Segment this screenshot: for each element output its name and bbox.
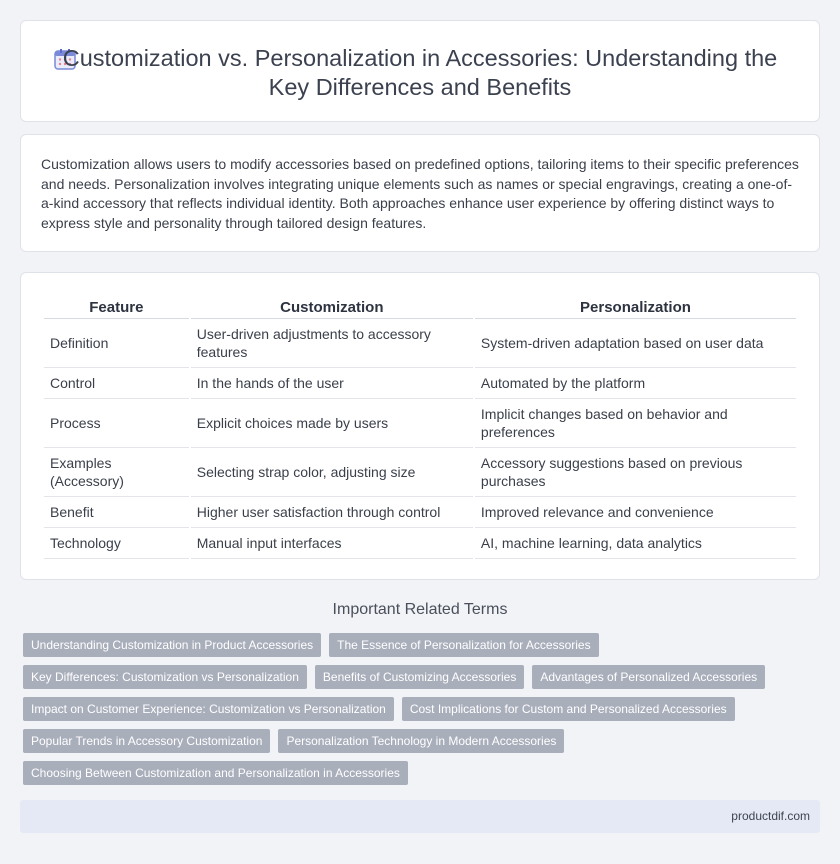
table-row [44, 448, 796, 497]
footer-site[interactable]: productdif.com [731, 809, 810, 823]
row-personalization: AI, machine learning, data analytics [475, 528, 796, 559]
row-personalization: Improved relevance and convenience [475, 497, 796, 528]
table-row [44, 399, 796, 448]
row-customization: Explicit choices made by users [191, 399, 473, 448]
table-row [44, 319, 796, 368]
related-tag[interactable]: Popular Trends in Accessory Customization [23, 729, 270, 753]
row-customization: Selecting strap color, adjusting size [191, 448, 473, 497]
page-title: Customization vs. Personalization in Accessories: Understanding the Key Differences and Benefits [62, 45, 778, 100]
row-customization: Manual input interfaces [191, 528, 473, 559]
related-tag[interactable]: Benefits of Customizing Accessories [315, 665, 524, 689]
table-row [44, 368, 796, 399]
comparison-table [42, 297, 798, 559]
related-tag[interactable]: Cost Implications for Custom and Personalized Accessories [402, 697, 735, 721]
header-feature: Feature [44, 297, 189, 319]
row-feature: Technology [44, 528, 189, 559]
tag-row [23, 665, 765, 689]
row-customization: In the hands of the user [191, 368, 473, 399]
row-feature: Control [44, 368, 189, 399]
related-tag[interactable]: Understanding Customization in Product Accessories [23, 633, 321, 657]
row-feature: Process [44, 399, 189, 448]
tag-row [23, 761, 408, 785]
header-card [20, 20, 820, 122]
row-personalization: System-driven adaptation based on user data [475, 319, 796, 368]
table-row [44, 528, 796, 559]
row-feature: Benefit [44, 497, 189, 528]
row-customization: User-driven adjustments to accessory features [191, 319, 473, 368]
related-tag[interactable]: Impact on Customer Experience: Customization vs Personalization [23, 697, 394, 721]
header-personalization: Personalization [475, 297, 796, 319]
intro-card [20, 134, 820, 252]
tag-row [23, 697, 735, 721]
row-personalization: Automated by the platform [475, 368, 796, 399]
row-personalization: Accessory suggestions based on previous purchases [475, 448, 796, 497]
related-tag[interactable]: The Essence of Personalization for Accessories [329, 633, 598, 657]
tag-row [23, 633, 599, 657]
header-customization: Customization [191, 297, 473, 319]
row-personalization: Implicit changes based on behavior and preferences [475, 399, 796, 448]
footer-bar [20, 800, 820, 833]
table-row [44, 497, 796, 528]
table-header-row [44, 297, 796, 319]
tag-row [23, 729, 564, 753]
row-feature: Examples (Accessory) [44, 448, 189, 497]
row-customization: Higher user satisfaction through control [191, 497, 473, 528]
related-tag[interactable]: Choosing Between Customization and Personalization in Accessories [23, 761, 408, 785]
comparison-card [20, 272, 820, 580]
related-terms-title: Important Related Terms [332, 601, 508, 618]
intro-paragraph: Customization allows users to modify accessories based on predefined options, tailoring items to their specific preferences and needs. Personalization involves integrating unique elements such as names or special engravings, creating a one-of-a-kind accessory that reflects individual identity. Both approaches enhance user experience by offering distinct ways to express style and personality through tailored design features. [41, 156, 799, 231]
related-tag[interactable]: Advantages of Personalized Accessories [532, 665, 765, 689]
related-tag[interactable]: Key Differences: Customization vs Personalization [23, 665, 307, 689]
row-feature: Definition [44, 319, 189, 368]
related-tag[interactable]: Personalization Technology in Modern Accessories [278, 729, 564, 753]
